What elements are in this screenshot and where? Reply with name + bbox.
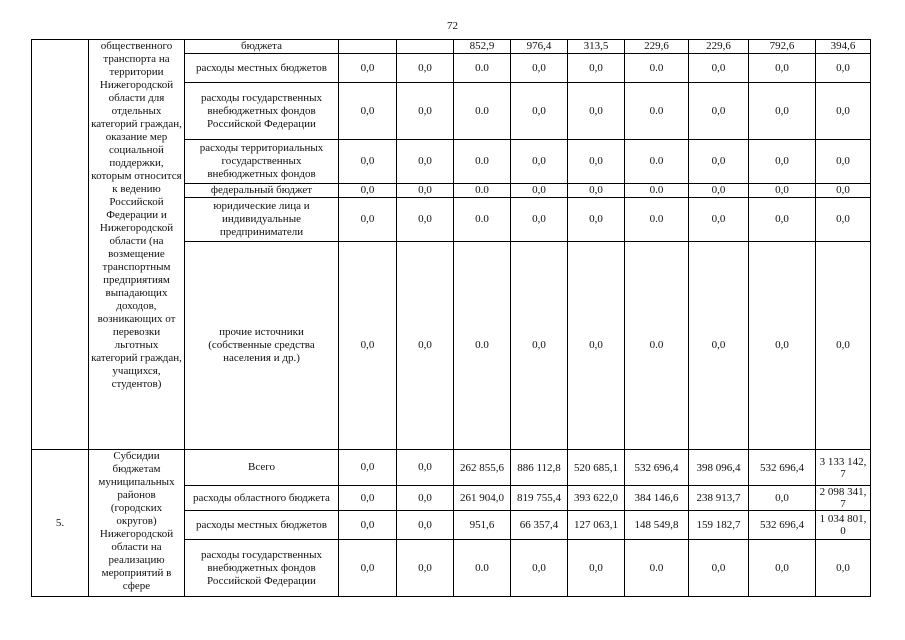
value-cell: 0,0 xyxy=(339,54,397,83)
value-cell: 0,0 xyxy=(568,184,625,198)
value-cell: 0,0 xyxy=(689,242,749,450)
value-cell: 393 622,0 xyxy=(568,486,625,511)
value-cell: 0,0 xyxy=(568,540,625,597)
value-cell: 532 696,4 xyxy=(625,450,689,486)
value-cell: 852,9 xyxy=(454,40,511,54)
value-cell: 0,0 xyxy=(397,54,454,83)
value-cell: 0,0 xyxy=(816,83,871,140)
value-cell: 0,0 xyxy=(339,140,397,184)
value-cell: 0.0 xyxy=(625,540,689,597)
value-cell: 0,0 xyxy=(568,54,625,83)
value-cell: 0,0 xyxy=(397,511,454,540)
value-cell: 886 112,8 xyxy=(511,450,568,486)
value-cell: 2 098 341,7 xyxy=(816,486,871,511)
value-cell: 0,0 xyxy=(689,540,749,597)
value-cell: 3 133 142,7 xyxy=(816,450,871,486)
value-cell: 0,0 xyxy=(339,511,397,540)
value-cell: 792,6 xyxy=(749,40,816,54)
value-cell: 0,0 xyxy=(749,140,816,184)
value-cell: 0,0 xyxy=(339,540,397,597)
value-cell: 0,0 xyxy=(816,540,871,597)
value-cell: 0.0 xyxy=(454,540,511,597)
value-cell: 0,0 xyxy=(689,140,749,184)
value-cell: 384 146,6 xyxy=(625,486,689,511)
value-cell: 0.0 xyxy=(625,242,689,450)
value-cell: 0,0 xyxy=(511,242,568,450)
value-cell: 0,0 xyxy=(511,140,568,184)
value-cell: 0,0 xyxy=(339,450,397,486)
funding-source: расходы государственных внебюджетных фондов Российской Федерации xyxy=(185,540,339,597)
value-cell: 0,0 xyxy=(511,198,568,242)
value-cell: 0.0 xyxy=(625,83,689,140)
section-number xyxy=(32,40,89,450)
table-body xyxy=(32,40,871,597)
value-cell: 262 855,6 xyxy=(454,450,511,486)
value-cell: 398 096,4 xyxy=(689,450,749,486)
funding-source: расходы государственных внебюджетных фондов Российской Федерации xyxy=(185,83,339,140)
value-cell: 0,0 xyxy=(397,184,454,198)
value-cell: 0.0 xyxy=(454,140,511,184)
value-cell: 229,6 xyxy=(689,40,749,54)
table-row xyxy=(32,450,871,486)
funding-source: федеральный бюджет xyxy=(185,184,339,198)
page-number: 72 xyxy=(447,20,458,32)
value-cell: 313,5 xyxy=(568,40,625,54)
funding-source: расходы территориальных государственных внебюджетных фондов xyxy=(185,140,339,184)
value-cell xyxy=(339,40,397,54)
value-cell: 0,0 xyxy=(397,242,454,450)
value-cell: 0,0 xyxy=(689,198,749,242)
value-cell: 0,0 xyxy=(816,54,871,83)
value-cell: 0,0 xyxy=(511,184,568,198)
value-cell: 0,0 xyxy=(816,198,871,242)
value-cell: 1 034 801,0 xyxy=(816,511,871,540)
value-cell: 0,0 xyxy=(568,242,625,450)
value-cell xyxy=(397,40,454,54)
value-cell: 0,0 xyxy=(339,83,397,140)
table-row xyxy=(32,40,871,54)
budget-table xyxy=(31,39,871,597)
value-cell: 0,0 xyxy=(568,198,625,242)
value-cell: 0,0 xyxy=(397,450,454,486)
value-cell: 0,0 xyxy=(511,540,568,597)
value-cell: 394,6 xyxy=(816,40,871,54)
value-cell: 0.0 xyxy=(454,54,511,83)
value-cell: 238 913,7 xyxy=(689,486,749,511)
value-cell: 0.0 xyxy=(625,184,689,198)
value-cell: 0.0 xyxy=(625,140,689,184)
value-cell: 159 182,7 xyxy=(689,511,749,540)
value-cell: 0.0 xyxy=(625,54,689,83)
value-cell: 0,0 xyxy=(816,242,871,450)
value-cell: 0,0 xyxy=(397,83,454,140)
value-cell: 0,0 xyxy=(511,83,568,140)
value-cell: 127 063,1 xyxy=(568,511,625,540)
funding-source: Всего xyxy=(185,450,339,486)
value-cell: 819 755,4 xyxy=(511,486,568,511)
value-cell: 0,0 xyxy=(397,540,454,597)
value-cell: 0.0 xyxy=(454,242,511,450)
section-description: общественного транспорта на территории Нижегородской области для отдельных категорий граждан, оказание мер социальной поддержки, которым относится к ведению Российской Федерации и Нижегородской области (на возмещение транспортным предприятиям выпадающих доходов, возникающих от перевозки льготных категорий граждан, учащихся, студентов) xyxy=(89,40,185,450)
value-cell: 229,6 xyxy=(625,40,689,54)
value-cell: 66 357,4 xyxy=(511,511,568,540)
value-cell: 0.0 xyxy=(454,83,511,140)
section-description: Субсидии бюджетам муниципальных районов (городских округов) Нижегородской области на реализацию мероприятий в сфере xyxy=(89,450,185,597)
value-cell: 0,0 xyxy=(749,540,816,597)
value-cell: 0,0 xyxy=(816,140,871,184)
value-cell: 0,0 xyxy=(568,83,625,140)
value-cell: 0.0 xyxy=(454,184,511,198)
value-cell: 532 696,4 xyxy=(749,450,816,486)
value-cell: 0,0 xyxy=(511,54,568,83)
funding-source: прочие источники (собственные средства населения и др.) xyxy=(185,242,339,450)
funding-source: юридические лица и индивидуальные предприниматели xyxy=(185,198,339,242)
value-cell: 0,0 xyxy=(689,54,749,83)
funding-source: бюджета xyxy=(185,40,339,54)
funding-source: расходы местных бюджетов xyxy=(185,511,339,540)
section-number: 5. xyxy=(32,450,89,597)
value-cell: 0,0 xyxy=(749,242,816,450)
value-cell: 0,0 xyxy=(749,486,816,511)
value-cell: 261 904,0 xyxy=(454,486,511,511)
value-cell: 0,0 xyxy=(749,184,816,198)
value-cell: 0,0 xyxy=(339,184,397,198)
value-cell: 0,0 xyxy=(816,184,871,198)
value-cell: 976,4 xyxy=(511,40,568,54)
value-cell: 0,0 xyxy=(749,198,816,242)
value-cell: 0,0 xyxy=(397,486,454,511)
value-cell: 0.0 xyxy=(454,198,511,242)
value-cell: 520 685,1 xyxy=(568,450,625,486)
value-cell: 148 549,8 xyxy=(625,511,689,540)
value-cell: 0,0 xyxy=(397,198,454,242)
funding-source: расходы местных бюджетов xyxy=(185,54,339,83)
value-cell: 0,0 xyxy=(568,140,625,184)
value-cell: 0,0 xyxy=(339,486,397,511)
value-cell: 532 696,4 xyxy=(749,511,816,540)
value-cell: 0,0 xyxy=(689,184,749,198)
value-cell: 0,0 xyxy=(339,198,397,242)
value-cell: 0,0 xyxy=(749,83,816,140)
value-cell: 0,0 xyxy=(749,54,816,83)
funding-source: расходы областного бюджета xyxy=(185,486,339,511)
value-cell: 0,0 xyxy=(397,140,454,184)
value-cell: 951,6 xyxy=(454,511,511,540)
value-cell: 0,0 xyxy=(339,242,397,450)
value-cell: 0.0 xyxy=(625,198,689,242)
value-cell: 0,0 xyxy=(689,83,749,140)
